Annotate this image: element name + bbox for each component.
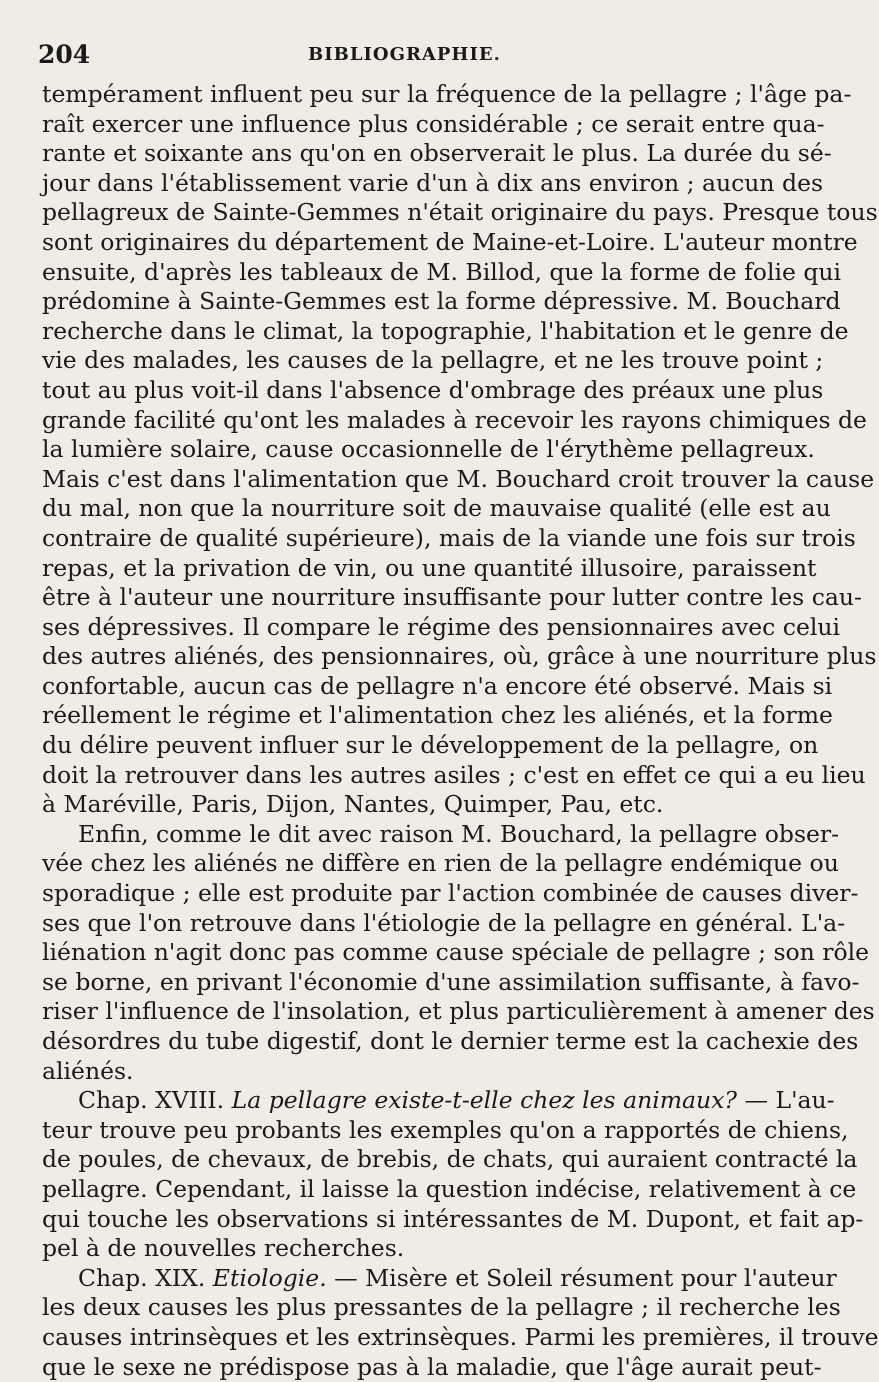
page-number: 204 xyxy=(38,40,91,69)
text-line: confortable, aucun cas de pellagre n'a encore été observé. Mais si xyxy=(42,671,833,700)
text-line: ensuite, d'après les tableaux de M. Billod, que la forme de folie qui xyxy=(42,257,842,286)
text-line: jour dans l'établissement varie d'un à dix ans environ ; aucun des xyxy=(42,168,824,197)
text-line: grande facilité qu'ont les malades à recevoir les rayons chimiques de xyxy=(42,405,867,434)
text-line: raît exercer une influence plus considérable ; ce serait entre qua- xyxy=(42,109,825,138)
text-line: désordres du tube digestif, dont le dernier terme est la cachexie des xyxy=(42,1027,859,1055)
text-line: prédomine à Sainte-Gemmes est la forme dépressive. M. Bouchard xyxy=(42,287,841,316)
chapter-title: Etiologie. xyxy=(212,1263,327,1292)
text-line: riser l'influence de l'insolation, et plus particulièrement à amener des xyxy=(42,997,875,1026)
text-line: ses que l'on retrouve dans l'étiologie de la pellagre en général. L'a- xyxy=(42,908,846,937)
body-text xyxy=(42,80,879,1382)
text-line xyxy=(42,1086,835,1116)
text-line: vie des malades, les causes de la pellagre, et ne les trouve point ; xyxy=(42,346,824,375)
text-line: repas, et la privation de vin, ou une quantité illusoire, paraissent xyxy=(42,553,817,582)
text-line: liénation n'agit donc pas comme cause spéciale de pellagre ; son rôle xyxy=(42,938,870,967)
text-line: contraire de qualité supérieure), mais de la viande une fois sur trois xyxy=(42,523,856,552)
chapter-label: Chap. XVIII. xyxy=(78,1086,232,1115)
text-line: aliénés. xyxy=(42,1056,134,1085)
text-line: tempérament influent peu sur la fréquence de la pellagre ; l'âge pa- xyxy=(42,80,852,108)
text-line: sporadique ; elle est produite par l'action combinée de causes diver- xyxy=(42,879,859,908)
text-line: de poules, de chevaux, de brebis, de chats, qui auraient contracté la xyxy=(42,1145,858,1174)
text-line: des autres aliénés, des pensionnaires, où, grâce à une nourriture plus xyxy=(42,642,877,671)
text-line: sont originaires du département de Maine-et-Loire. L'auteur montre xyxy=(42,227,858,256)
text-line: qui touche les observations si intéressantes de M. Dupont, et fait ap- xyxy=(42,1204,864,1233)
text-line: ses dépressives. Il compare le régime des pensionnaires avec celui xyxy=(42,612,841,641)
text-line: du délire peuvent influer sur le développement de la pellagre, on xyxy=(42,731,819,760)
chapter-label: Chap. XIX. xyxy=(78,1263,213,1292)
text-line: se borne, en privant l'économie d'une assimilation suffisante, à favo- xyxy=(42,967,860,996)
text-line: pellagreux de Sainte-Gemmes n'était originaire du pays. Presque tous xyxy=(42,198,878,227)
text-line: être à l'auteur une nourriture insuffisante pour lutter contre les cau- xyxy=(42,583,862,612)
text-line: vée chez les aliénés ne diffère en rien de la pellagre endémique ou xyxy=(42,849,839,878)
text-line: que le sexe ne prédispose pas à la maladie, que l'âge aurait peut- xyxy=(42,1352,822,1381)
chapter-text: — L'au- xyxy=(737,1086,835,1115)
running-head: BIBLIOGRAPHIE. xyxy=(308,44,501,65)
text-line: tout au plus voit-il dans l'absence d'ombrage des préaux une plus xyxy=(42,375,824,404)
text-line: pel à de nouvelles recherches. xyxy=(42,1234,405,1263)
page-header xyxy=(38,40,760,70)
text-line xyxy=(42,1263,837,1294)
text-line: réellement le régime et l'alimentation chez les aliénés, et la forme xyxy=(42,701,833,730)
text-line: recherche dans le climat, la topographie, l'habitation et le genre de xyxy=(42,316,849,345)
text-line: teur trouve peu probants les exemples qu'on a rapportés de chiens, xyxy=(42,1115,849,1144)
text-line: rante et soixante ans qu'on en observerait le plus. La durée du sé- xyxy=(42,139,832,168)
chapter-text: — Misère et Soleil résument pour l'auteur xyxy=(326,1263,837,1292)
text-line: les deux causes les plus pressantes de la pellagre ; il recherche les xyxy=(42,1293,841,1322)
text-line: causes intrinsèques et les extrinsèques. Parmi les premières, il trouve xyxy=(42,1322,879,1351)
chapter-title: La pellagre existe-t-elle chez les animaux? xyxy=(231,1086,738,1115)
text-line: du mal, non que la nourriture soit de mauvaise qualité (elle est au xyxy=(42,494,831,523)
text-line: à Maréville, Paris, Dijon, Nantes, Quimper, Pau, etc. xyxy=(42,790,664,819)
text-line: doit la retrouver dans les autres asiles ; c'est en effet ce qui a eu lieu xyxy=(42,760,866,789)
text-line: Mais c'est dans l'alimentation que M. Bouchard croit trouver la cause xyxy=(42,464,875,493)
text-line: pellagre. Cependant, il laisse la question indécise, relativement à ce xyxy=(42,1174,857,1203)
text-line: la lumière solaire, cause occasionnelle de l'érythème pellagreux. xyxy=(42,435,815,464)
text-line: Enfin, comme le dit avec raison M. Bouchard, la pellagre obser- xyxy=(78,819,840,848)
